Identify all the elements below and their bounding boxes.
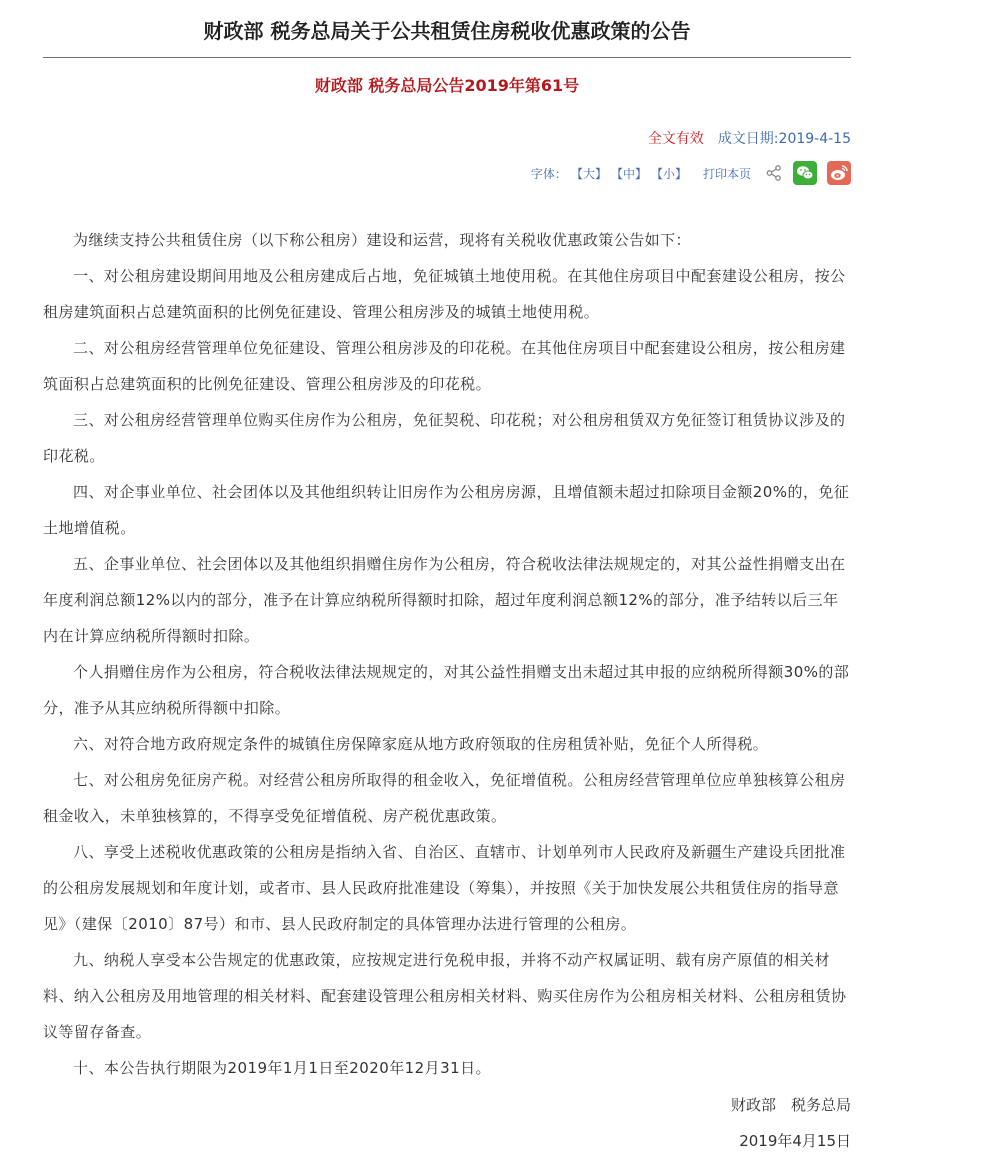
font-small-button[interactable]: 【小】 xyxy=(650,166,687,181)
wechat-icon[interactable] xyxy=(793,161,817,185)
paragraph-10: 十、本公告执行期限为2019年1月1日至2020年12月31日。 xyxy=(73,1059,492,1077)
paragraph-9: 九、纳税人享受本公告规定的优惠政策，应按规定进行免税申报，并将不动产权属证明、载有房产原值的相关材料、纳入公租房及用地管理的相关材料、配套建设管理公租房相关材料、购买住房作为公租房相关材料、公租房租赁协议等留存备查。 xyxy=(43,951,847,1041)
font-size-label: 字体： xyxy=(530,166,567,181)
issuing-authorities: 财政部 税务总局 xyxy=(730,1096,851,1114)
paragraph-4: 四、对企事业单位、社会团体以及其他组织转让旧房作为公租房房源，且增值额未超过扣除项目金额20%的，免征土地增值税。 xyxy=(43,483,850,537)
date-value: 2019-4-15 xyxy=(778,131,851,147)
paragraph-8: 八、享受上述税收优惠政策的公租房是指纳入省、自治区、直辖市、计划单列市人民政府及新疆生产建设兵团批准的公租房发展规划和年度计划，或者市、县人民政府批准建设（筹集），并按照《关于加快发展公共租赁住房的指导意见》（建保〔2010〕87号）和市、县人民政府制定的具体管理办法进行管理的公租房。 xyxy=(43,843,846,933)
paragraph-1: 一、对公租房建设期间用地及公租房建成后占地，免征城镇土地使用税。在其他住房项目中配套建设公租房，按公租房建筑面积占总建筑面积的比例免征建设、管理公租房涉及的城镇土地使用税。 xyxy=(43,267,846,321)
paragraph-6: 六、对符合地方政府规定条件的城镇住房保障家庭从地方政府领取的住房租赁补贴，免征个人所得税。 xyxy=(73,735,769,753)
validity-status: 全文有效 xyxy=(647,131,704,147)
font-large-button[interactable]: 【大】 xyxy=(570,166,607,181)
page-title: 财政部 税务总局关于公共租赁住房税收优惠政策的公告 xyxy=(203,19,691,43)
date-label: 成文日期: xyxy=(717,131,779,147)
title-divider xyxy=(43,57,851,58)
paragraph-intro: 为继续支持公共租赁住房（以下称公租房）建设和运营，现将有关税收优惠政策公告如下： xyxy=(73,231,692,249)
share-icon[interactable] xyxy=(765,164,783,182)
toolbar xyxy=(531,158,851,188)
paragraph-3: 三、对公租房经营管理单位购买住房作为公租房，免征契税、印花税；对公租房租赁双方免征签订租赁协议涉及的印花税。 xyxy=(43,411,846,465)
document-number: 财政部 税务总局公告2019年第61号 xyxy=(314,76,580,95)
issue-date: 2019年4月15日 xyxy=(739,1132,851,1150)
document-header xyxy=(43,0,851,181)
paragraph-7: 七、对公租房免征房产税。对经营公租房所取得的租金收入，免征增值税。公租房经营管理单位应单独核算公租房租金收入，未单独核算的，不得享受免征增值税、房产税优惠政策。 xyxy=(43,771,846,825)
signature-block xyxy=(731,1087,851,1159)
paragraph-5: 五、企事业单位、社会团体以及其他组织捐赠住房作为公租房，符合税收法律法规规定的，对其公益性捐赠支出在年度利润总额12%以内的部分，准予在计算应纳税所得额时扣除，超过年度利润总额12%的部分，准予结转以后三年内在计算应纳税所得额时扣除。 xyxy=(43,555,846,645)
weibo-icon[interactable] xyxy=(827,161,851,185)
document-body xyxy=(43,222,851,1086)
meta-row xyxy=(43,128,851,150)
paragraph-5-individual: 个人捐赠住房作为公租房，符合税收法律法规规定的，对其公益性捐赠支出未超过其申报的应纳税所得额30%的部分，准予从其应纳税所得额中扣除。 xyxy=(43,663,850,717)
paragraph-2: 二、对公租房经营管理单位免征建设、管理公租房涉及的印花税。在其他住房项目中配套建设公租房，按公租房建筑面积占总建筑面积的比例免征建设、管理公租房涉及的印花税。 xyxy=(43,339,846,393)
print-button[interactable]: 打印本页 xyxy=(702,166,751,181)
font-medium-button[interactable]: 【中】 xyxy=(610,166,647,181)
